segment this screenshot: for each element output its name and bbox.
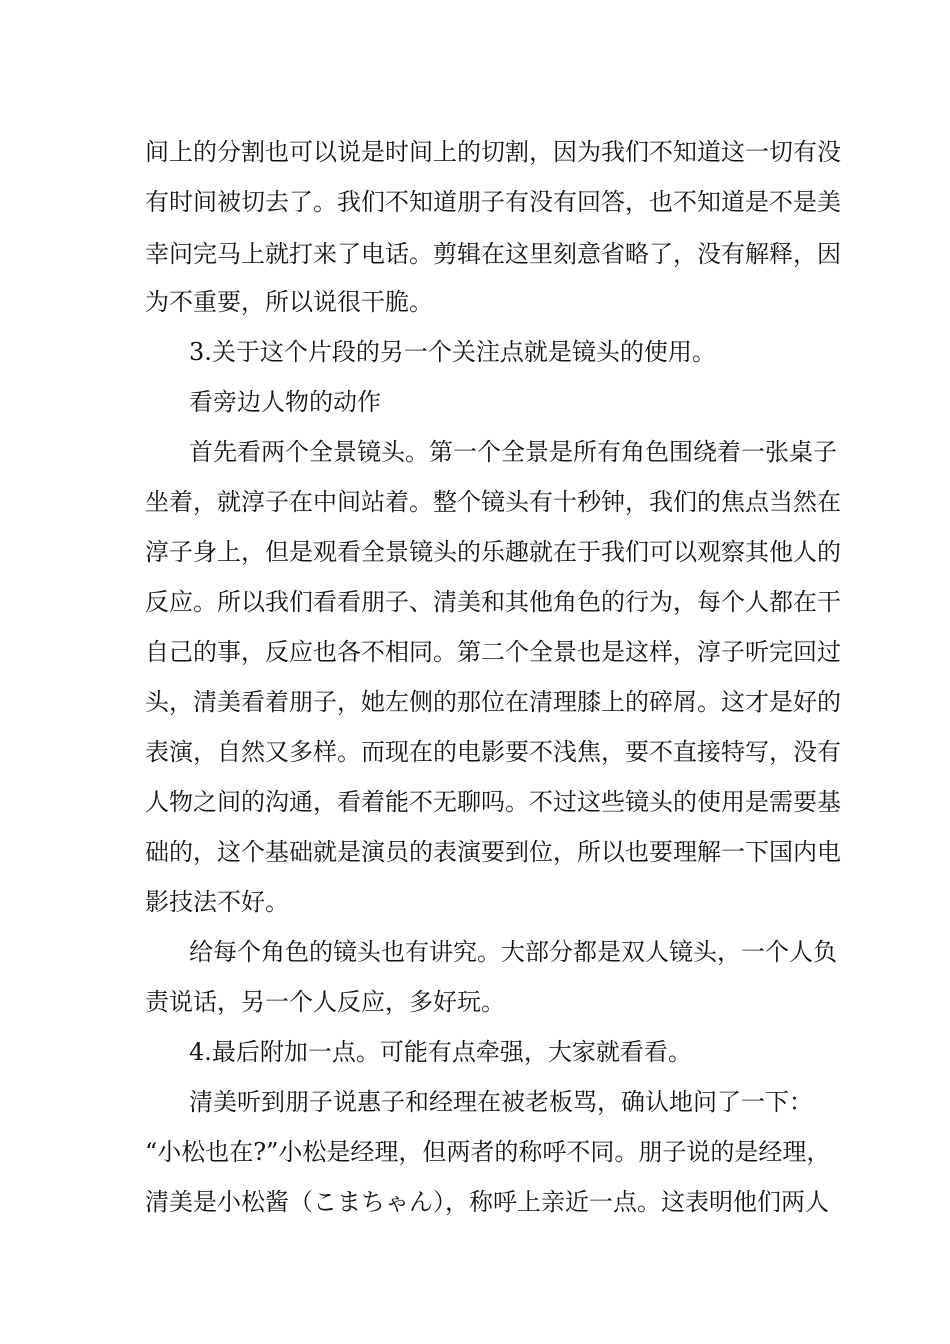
text-line: 3.关于这个片段的另一个关注点就是镜头的使用。 [189,338,716,366]
text-line: 头，清美看着朋子，她左侧的那位在清理膝上的碎屑。这才是好的 [145,688,841,716]
text-line: 自己的事，反应也各不相同。第二个全景也是这样，淳子听完回过 [145,638,841,666]
text-line: 为不重要，所以说很干脆。 [145,288,433,316]
text-line: 给每个角色的镜头也有讲究。大部分都是双人镜头，一个人负 [189,938,837,966]
text-line: 4.最后附加一点。可能有点牵强，大家就看看。 [189,1038,692,1066]
text-line: 表演，自然又多样。而现在的电影要不浅焦，要不直接特写，没有 [145,738,841,766]
text-line: “小松也在?”小松是经理，但两者的称呼不同。朋子说的是经理， [145,1138,831,1166]
text-line: 责说话，另一个人反应，多好玩。 [145,988,505,1016]
text-line: 有时间被切去了。我们不知道朋子有没有回答，也不知道是不是美 [145,188,841,216]
text-line: 人物之间的沟通，看着能不无聊吗。不过这些镜头的使用是需要基 [145,788,841,816]
text-line: 清美听到朋子说惠子和经理在被老板骂，确认地问了一下： [189,1088,813,1116]
text-line: 反应。所以我们看看朋子、清美和其他角色的行为，每个人都在干 [145,588,841,616]
text-line: 看旁边人物的动作 [189,388,381,416]
text-line: 首先看两个全景镜头。第一个全景是所有角色围绕着一张桌子 [189,438,837,466]
text-line: 淳子身上，但是观看全景镜头的乐趣就在于我们可以观察其他人的 [145,538,841,566]
text-line: 础的，这个基础就是演员的表演要到位，所以也要理解一下国内电 [145,838,841,866]
text-line: 坐着，就淳子在中间站着。整个镜头有十秒钟，我们的焦点当然在 [145,488,841,516]
text-line: 间上的分割也可以说是时间上的切割，因为我们不知道这一切有没 [145,138,841,166]
text-line: 影技法不好。 [145,888,289,916]
text-line: 清美是小松酱（こまちゃん），称呼上亲近一点。这表明他们两人 [145,1188,829,1216]
text-line: 幸问完马上就打来了电话。剪辑在这里刻意省略了，没有解释，因 [145,240,841,268]
